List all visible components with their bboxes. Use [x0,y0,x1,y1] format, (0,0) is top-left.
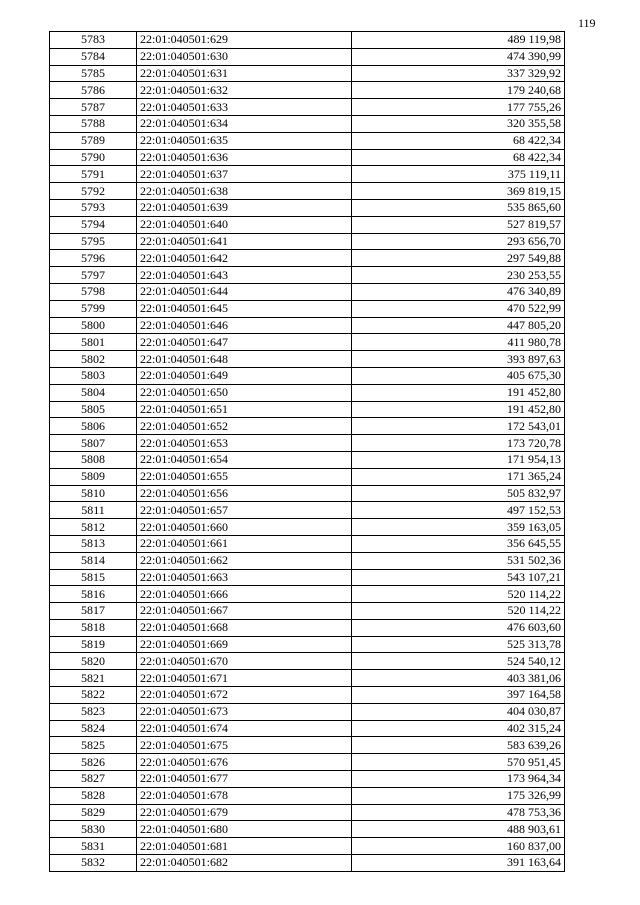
cadastral-number-cell: 22:01:040501:679 [137,804,352,821]
row-number-cell: 5806 [50,418,137,435]
table-row [50,603,565,620]
table-row [50,468,565,485]
row-number-cell: 5812 [50,519,137,536]
row-number-cell: 5826 [50,754,137,771]
row-number-cell: 5786 [50,82,137,99]
row-number-cell: 5792 [50,183,137,200]
cadastral-value-cell: 505 832,97 [352,485,565,502]
row-number-cell: 5808 [50,451,137,468]
table-row [50,619,565,636]
table-row [50,115,565,132]
cadastral-value-cell: 543 107,21 [352,569,565,586]
table-row [50,418,565,435]
cadastral-value-cell: 68 422,34 [352,132,565,149]
table-row [50,166,565,183]
table-row [50,233,565,250]
cadastral-value-cell: 497 152,53 [352,502,565,519]
row-number-cell: 5800 [50,317,137,334]
row-number-cell: 5814 [50,552,137,569]
cadastral-number-cell: 22:01:040501:673 [137,703,352,720]
table-row [50,569,565,586]
table-row [50,401,565,418]
cadastral-number-cell: 22:01:040501:638 [137,183,352,200]
cadastral-number-cell: 22:01:040501:635 [137,132,352,149]
cadastral-number-cell: 22:01:040501:681 [137,838,352,855]
cadastral-number-cell: 22:01:040501:672 [137,687,352,704]
row-number-cell: 5821 [50,670,137,687]
cadastral-number-cell: 22:01:040501:662 [137,552,352,569]
cadastral-number-cell: 22:01:040501:656 [137,485,352,502]
row-number-cell: 5804 [50,384,137,401]
cadastral-number-cell: 22:01:040501:642 [137,250,352,267]
row-number-cell: 5795 [50,233,137,250]
cadastral-value-cell: 411 980,78 [352,334,565,351]
cadastral-value-cell: 68 422,34 [352,149,565,166]
row-number-cell: 5813 [50,535,137,552]
cadastral-value-cell: 520 114,22 [352,586,565,603]
table-row [50,300,565,317]
row-number-cell: 5790 [50,149,137,166]
row-number-cell: 5830 [50,821,137,838]
cadastral-value-cell: 527 819,57 [352,216,565,233]
row-number-cell: 5816 [50,586,137,603]
cadastral-number-cell: 22:01:040501:663 [137,569,352,586]
table-row [50,804,565,821]
row-number-cell: 5809 [50,468,137,485]
table-row [50,552,565,569]
cadastral-value-cell: 478 753,36 [352,804,565,821]
cadastral-value-cell: 177 755,26 [352,99,565,116]
cadastral-number-cell: 22:01:040501:641 [137,233,352,250]
cadastral-number-cell: 22:01:040501:666 [137,586,352,603]
cadastral-value-cell: 531 502,36 [352,552,565,569]
cadastral-number-cell: 22:01:040501:678 [137,787,352,804]
row-number-cell: 5832 [50,855,137,872]
cadastral-value-cell: 369 819,15 [352,183,565,200]
row-number-cell: 5810 [50,485,137,502]
cadastral-value-cell: 488 903,61 [352,821,565,838]
cadastral-number-cell: 22:01:040501:652 [137,418,352,435]
table-row [50,855,565,872]
row-number-cell: 5784 [50,48,137,65]
table-row [50,435,565,452]
cadastral-value-cell: 393 897,63 [352,351,565,368]
cadastral-number-cell: 22:01:040501:671 [137,670,352,687]
table-row [50,754,565,771]
table-row [50,586,565,603]
cadastral-value-cell: 570 951,45 [352,754,565,771]
cadastral-number-cell: 22:01:040501:675 [137,737,352,754]
cadastral-number-cell: 22:01:040501:674 [137,720,352,737]
row-number-cell: 5801 [50,334,137,351]
cadastral-value-cell: 470 522,99 [352,300,565,317]
table-row [50,535,565,552]
cadastral-number-cell: 22:01:040501:636 [137,149,352,166]
row-number-cell: 5819 [50,636,137,653]
cadastral-number-cell: 22:01:040501:677 [137,771,352,788]
cadastral-value-cell: 535 865,60 [352,199,565,216]
cadastral-value-cell: 230 253,55 [352,267,565,284]
cadastral-value-cell: 476 603,60 [352,619,565,636]
table-row [50,267,565,284]
table-row [50,771,565,788]
cadastral-value-cell: 297 549,88 [352,250,565,267]
cadastral-value-cell: 171 954,13 [352,451,565,468]
cadastral-value-cell: 320 355,58 [352,115,565,132]
table-row [50,519,565,536]
cadastral-value-cell: 179 240,68 [352,82,565,99]
row-number-cell: 5796 [50,250,137,267]
row-number-cell: 5797 [50,267,137,284]
table-row [50,48,565,65]
table-row [50,636,565,653]
row-number-cell: 5802 [50,351,137,368]
table-body [50,32,565,872]
cadastral-number-cell: 22:01:040501:640 [137,216,352,233]
cadastral-number-cell: 22:01:040501:645 [137,300,352,317]
row-number-cell: 5817 [50,603,137,620]
cadastral-number-cell: 22:01:040501:657 [137,502,352,519]
table-row [50,821,565,838]
row-number-cell: 5805 [50,401,137,418]
table-row [50,132,565,149]
cadastral-number-cell: 22:01:040501:639 [137,199,352,216]
cadastral-number-cell: 22:01:040501:632 [137,82,352,99]
row-number-cell: 5785 [50,65,137,82]
cadastral-number-cell: 22:01:040501:680 [137,821,352,838]
cadastral-number-cell: 22:01:040501:648 [137,351,352,368]
cadastral-number-cell: 22:01:040501:649 [137,367,352,384]
cadastral-number-cell: 22:01:040501:650 [137,384,352,401]
cadastral-value-cell: 489 119,98 [352,32,565,49]
table-row [50,351,565,368]
cadastral-value-cell: 375 119,11 [352,166,565,183]
cadastral-value-cell: 405 675,30 [352,367,565,384]
cadastral-number-cell: 22:01:040501:643 [137,267,352,284]
table-row [50,334,565,351]
cadastral-value-cell: 191 452,80 [352,401,565,418]
row-number-cell: 5818 [50,619,137,636]
cadastral-number-cell: 22:01:040501:630 [137,48,352,65]
cadastral-number-cell: 22:01:040501:629 [137,32,352,49]
row-number-cell: 5803 [50,367,137,384]
cadastral-value-cell: 447 805,20 [352,317,565,334]
table-row [50,838,565,855]
cadastral-value-cell: 476 340,89 [352,283,565,300]
table-row [50,737,565,754]
table-row [50,720,565,737]
cadastral-number-cell: 22:01:040501:631 [137,65,352,82]
cadastral-value-cell: 403 381,06 [352,670,565,687]
row-number-cell: 5791 [50,166,137,183]
cadastral-number-cell: 22:01:040501:668 [137,619,352,636]
row-number-cell: 5815 [50,569,137,586]
cadastral-value-cell: 520 114,22 [352,603,565,620]
cadastral-value-cell: 404 030,87 [352,703,565,720]
row-number-cell: 5824 [50,720,137,737]
cadastral-number-cell: 22:01:040501:637 [137,166,352,183]
row-number-cell: 5827 [50,771,137,788]
cadastral-number-cell: 22:01:040501:667 [137,603,352,620]
table-row [50,99,565,116]
cadastral-value-cell: 397 164,58 [352,687,565,704]
cadastral-number-cell: 22:01:040501:646 [137,317,352,334]
table-row [50,250,565,267]
table-row [50,653,565,670]
cadastral-number-cell: 22:01:040501:676 [137,754,352,771]
cadastral-value-cell: 160 837,00 [352,838,565,855]
cadastral-number-cell: 22:01:040501:682 [137,855,352,872]
cadastral-number-cell: 22:01:040501:669 [137,636,352,653]
cadastral-number-cell: 22:01:040501:647 [137,334,352,351]
table-row [50,82,565,99]
row-number-cell: 5807 [50,435,137,452]
cadastral-number-cell: 22:01:040501:644 [137,283,352,300]
row-number-cell: 5823 [50,703,137,720]
table-row [50,283,565,300]
cadastral-value-cell: 402 315,24 [352,720,565,737]
table-row [50,199,565,216]
cadastral-value-cell: 474 390,99 [352,48,565,65]
table-row [50,384,565,401]
cadastral-value-cell: 171 365,24 [352,468,565,485]
table-row [50,787,565,804]
row-number-cell: 5787 [50,99,137,116]
cadastral-number-cell: 22:01:040501:660 [137,519,352,536]
row-number-cell: 5831 [50,838,137,855]
table-row [50,451,565,468]
table-row [50,65,565,82]
table-row [50,485,565,502]
cadastral-number-cell: 22:01:040501:655 [137,468,352,485]
cadastral-number-cell: 22:01:040501:653 [137,435,352,452]
table-row [50,317,565,334]
cadastral-value-cell: 391 163,64 [352,855,565,872]
table-row [50,687,565,704]
row-number-cell: 5794 [50,216,137,233]
table-row [50,32,565,49]
cadastral-value-cell: 175 326,99 [352,787,565,804]
row-number-cell: 5822 [50,687,137,704]
cadastral-value-cell: 173 964,34 [352,771,565,788]
table-row [50,216,565,233]
table-row [50,502,565,519]
page-number: 119 [578,16,596,30]
cadastral-value-cell: 293 656,70 [352,233,565,250]
cadastral-value-cell: 356 645,55 [352,535,565,552]
cadastral-number-cell: 22:01:040501:654 [137,451,352,468]
cadastral-value-cell: 191 452,80 [352,384,565,401]
row-number-cell: 5799 [50,300,137,317]
table-row [50,183,565,200]
row-number-cell: 5798 [50,283,137,300]
cadastral-value-cell: 337 329,92 [352,65,565,82]
cadastral-number-cell: 22:01:040501:651 [137,401,352,418]
cadastral-value-cell: 172 543,01 [352,418,565,435]
row-number-cell: 5793 [50,199,137,216]
cadastral-number-cell: 22:01:040501:670 [137,653,352,670]
row-number-cell: 5789 [50,132,137,149]
row-number-cell: 5829 [50,804,137,821]
table-row [50,367,565,384]
row-number-cell: 5828 [50,787,137,804]
cadastral-value-cell: 359 163,05 [352,519,565,536]
cadastral-value-cell: 524 540,12 [352,653,565,670]
cadastral-value-cell: 173 720,78 [352,435,565,452]
cadastral-number-cell: 22:01:040501:633 [137,99,352,116]
row-number-cell: 5825 [50,737,137,754]
row-number-cell: 5783 [50,32,137,49]
row-number-cell: 5820 [50,653,137,670]
table-row [50,149,565,166]
cadastral-number-cell: 22:01:040501:634 [137,115,352,132]
cadastral-number-cell: 22:01:040501:661 [137,535,352,552]
cadastral-value-cell: 583 639,26 [352,737,565,754]
row-number-cell: 5788 [50,115,137,132]
table-row [50,670,565,687]
cadastral-value-cell: 525 313,78 [352,636,565,653]
row-number-cell: 5811 [50,502,137,519]
table-row [50,703,565,720]
cadastral-value-table [49,31,565,872]
